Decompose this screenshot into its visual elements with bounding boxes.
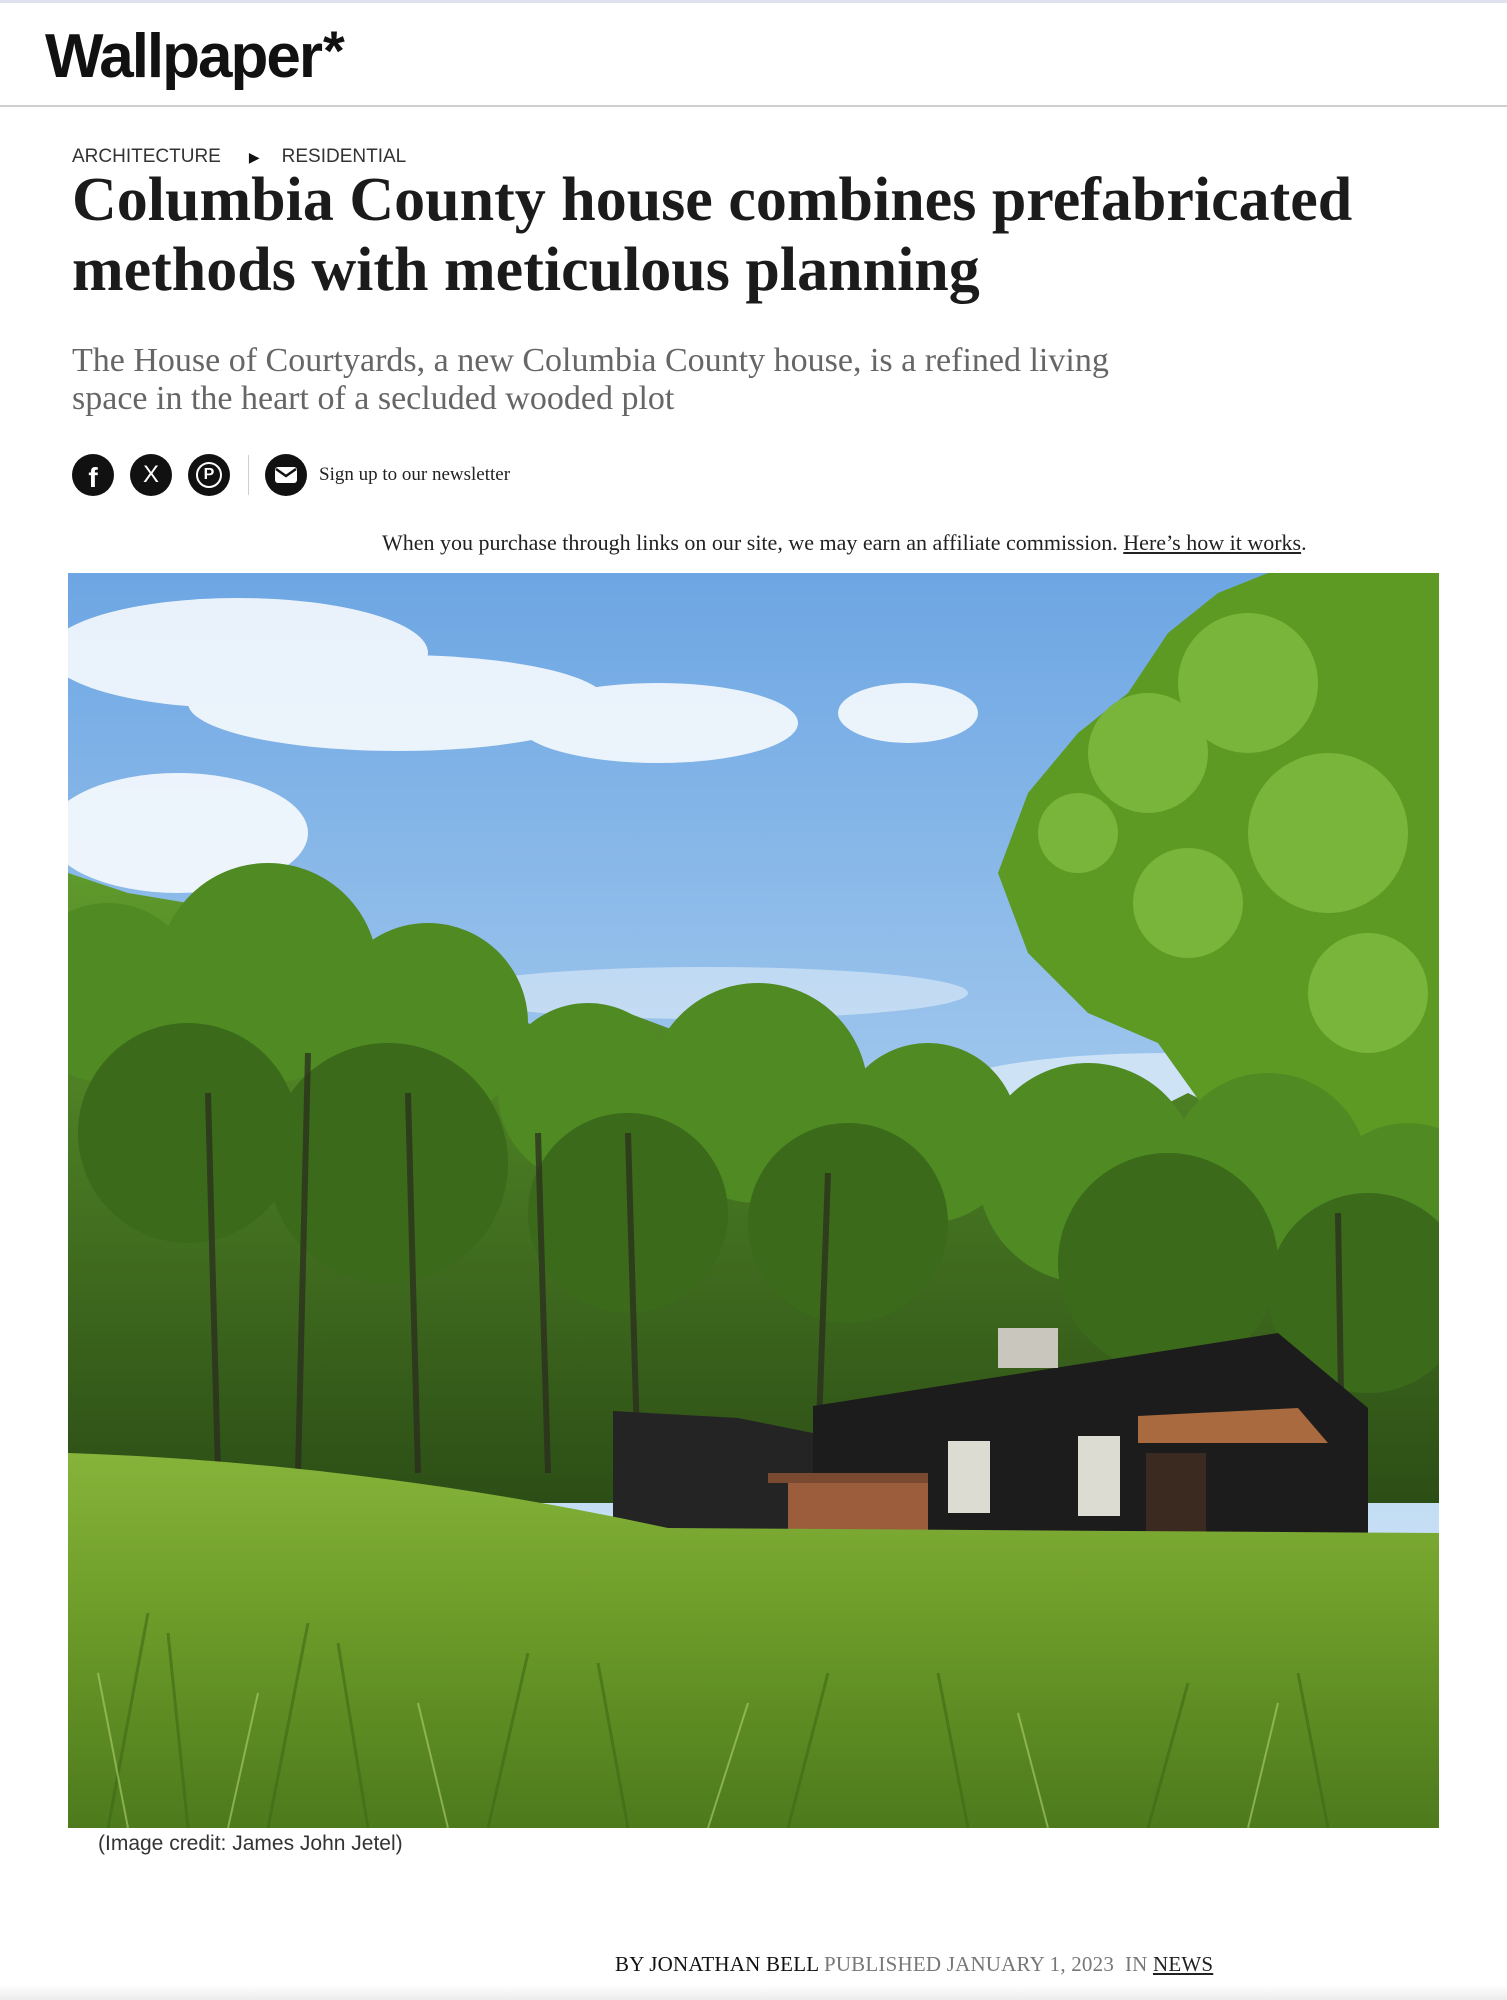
byline-author[interactable]: JONATHAN BELL [649, 1952, 819, 1976]
share-divider [248, 455, 249, 495]
breadcrumb-residential[interactable]: RESIDENTIAL [281, 146, 407, 167]
newsletter-label: Sign up to our newsletter [319, 464, 511, 485]
hero-image [68, 573, 1439, 1828]
facebook-icon[interactable]: f [72, 454, 114, 496]
breadcrumb-architecture[interactable]: ARCHITECTURE [72, 146, 221, 167]
article-title: Columbia County house combines prefabricated methods with meticulous planning [72, 166, 1353, 304]
logo-text: Wallpaper [45, 22, 321, 91]
breadcrumb-arrow-icon: ▶ [248, 148, 260, 165]
byline-prefix: BY [615, 1952, 644, 1976]
share-bar [72, 454, 510, 496]
logo-star: * [323, 19, 343, 82]
image-credit: (Image credit: James John Jetel) [98, 1832, 403, 1855]
byline [615, 1952, 1213, 1977]
newsletter-signup[interactable] [265, 454, 510, 496]
article-subtitle: The House of Courtyards, a new Columbia County house, is a refined living space in the heart of a secluded wooded plot [72, 342, 1109, 417]
affiliate-disclosure: When you purchase through links on our site, we may earn an affiliate commission. Here’s how it works. [382, 530, 1307, 555]
byline-category-link[interactable]: NEWS [1152, 1952, 1214, 1976]
wallpaper-logo[interactable] [45, 17, 343, 97]
x-icon[interactable]: X [130, 454, 172, 496]
site-header [0, 3, 1507, 107]
email-icon [265, 454, 307, 496]
byline-published-label: PUBLISHED [823, 1952, 942, 1976]
byline-in-label: IN [1124, 1952, 1148, 1976]
pinterest-icon[interactable]: P [188, 454, 230, 496]
byline-date: JANUARY 1, 2023 [946, 1952, 1115, 1976]
bottom-fade [0, 1985, 1507, 2000]
affiliate-link[interactable]: Here’s how it works [1123, 530, 1302, 555]
affiliate-text: When you purchase through links on our site, we may earn an affiliate commission. [382, 530, 1118, 555]
